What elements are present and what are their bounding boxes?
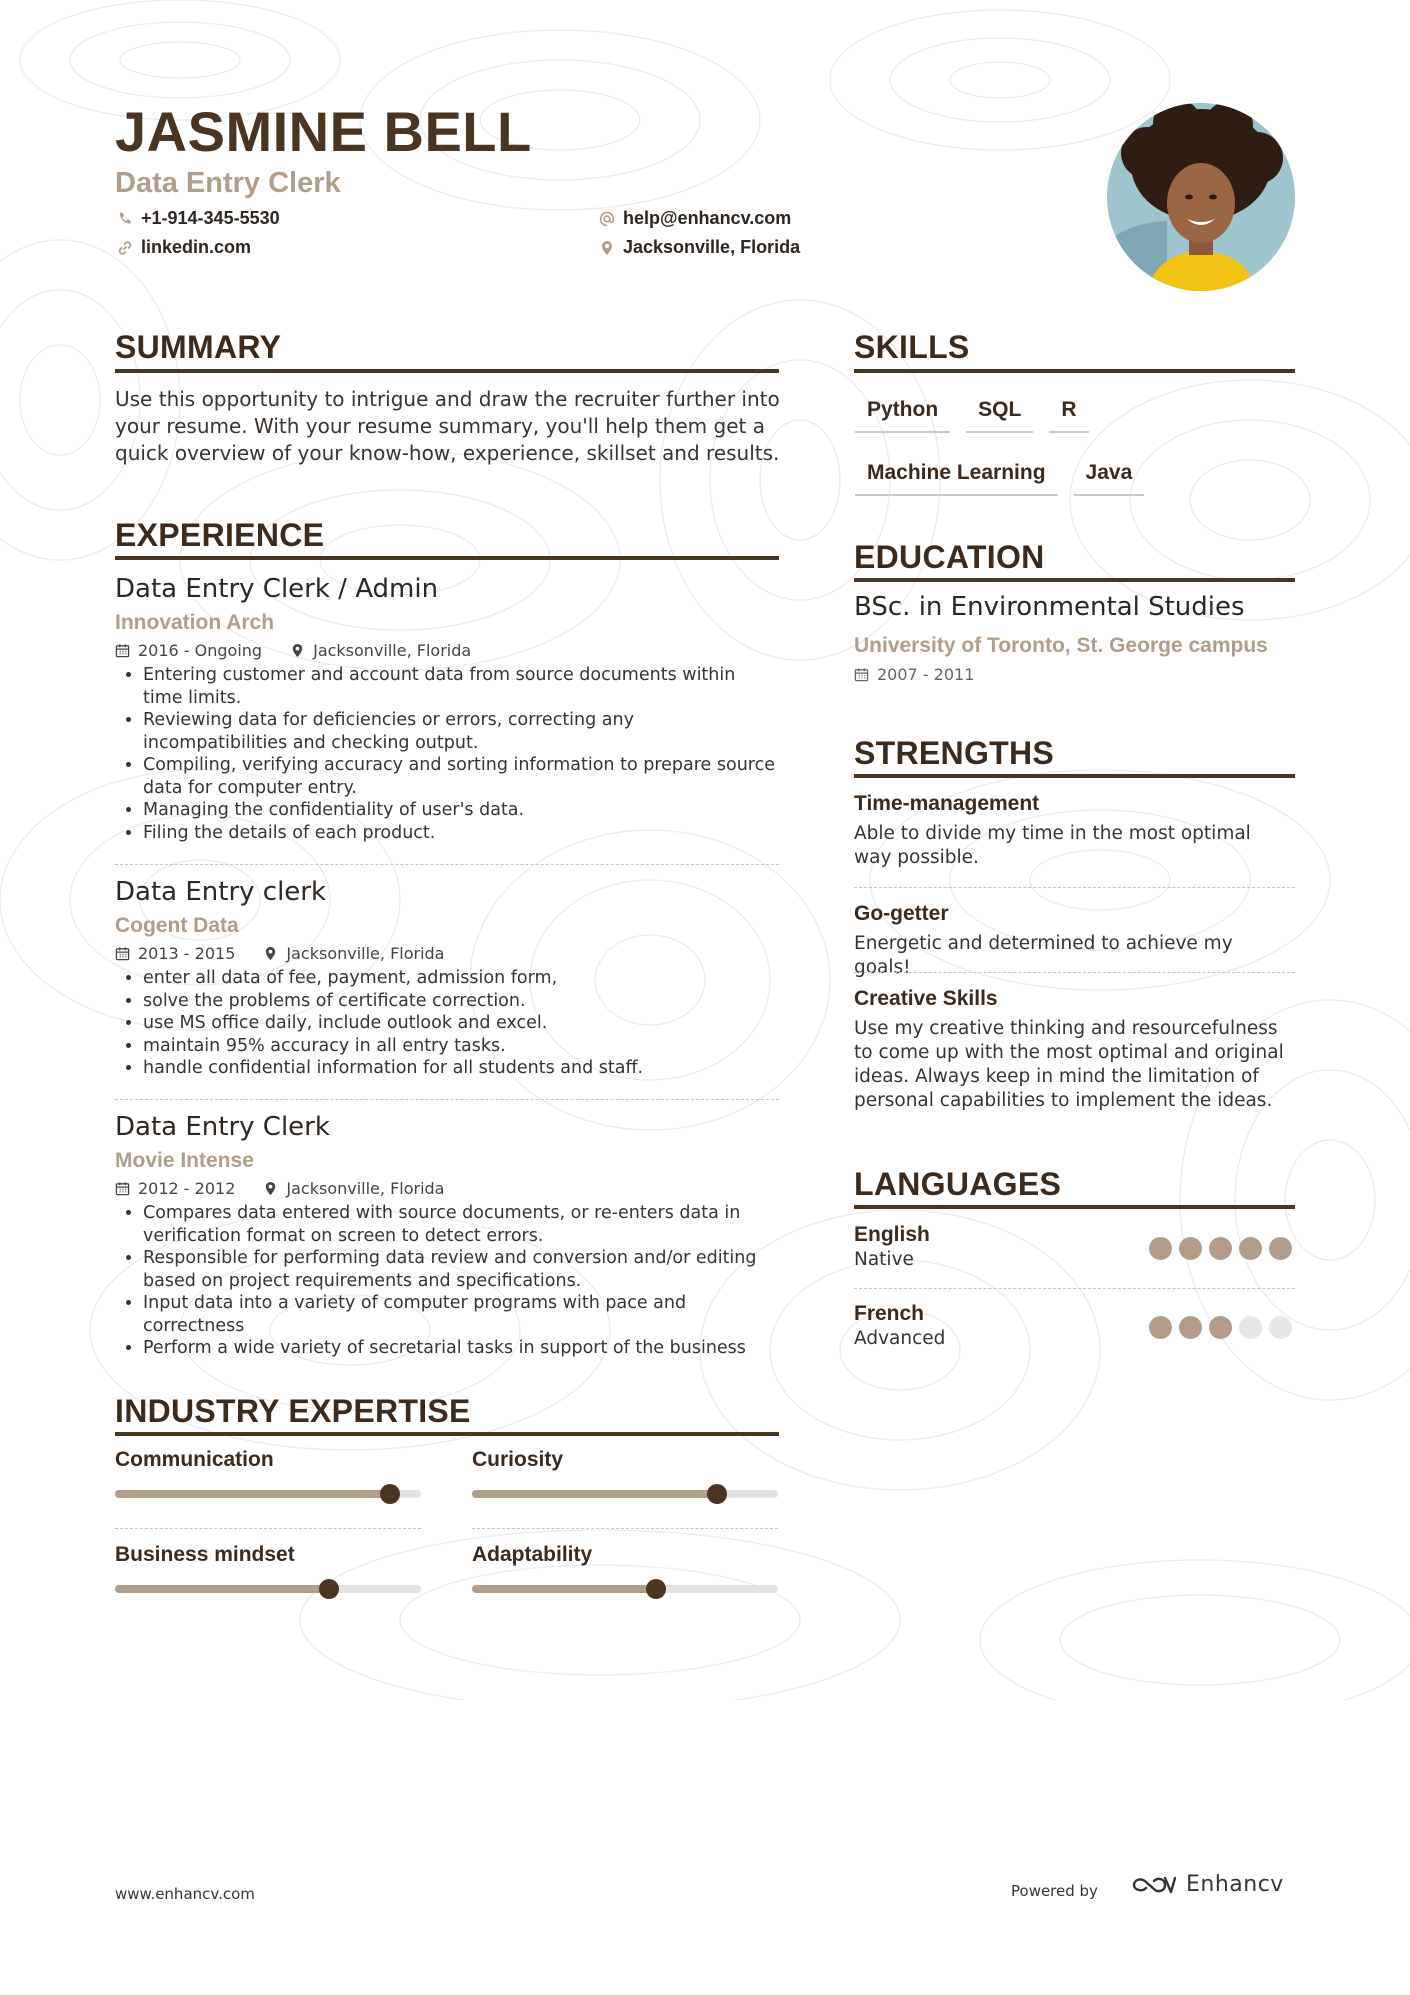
email-text: help@enhancv.com (623, 208, 792, 228)
contact-linkedin[interactable] (117, 237, 251, 258)
footer-url[interactable]: www.enhancv.com (115, 1885, 255, 1903)
job-title: Data Entry Clerk / Admin (115, 574, 439, 604)
job-bullet: • use MS office daily, include outlook and excel. (143, 1012, 779, 1035)
expertise-bar-knob (646, 1579, 666, 1599)
calendar-icon (115, 946, 130, 961)
languages-rule (854, 1205, 1295, 1209)
expertise-item (115, 1543, 421, 1593)
expertise-bar (472, 1490, 778, 1498)
job-bullet: • Filing the details of each product. (143, 822, 779, 845)
language-rating (1149, 1237, 1292, 1260)
rating-dot-filled (1179, 1237, 1202, 1260)
calendar-icon (115, 1181, 130, 1196)
expertise-bar-knob (707, 1484, 727, 1504)
job-company: Movie Intense (115, 1149, 254, 1172)
expertise-label: Business mindset (115, 1543, 295, 1566)
profile-photo (1107, 103, 1295, 291)
job-dates (115, 641, 262, 660)
enhancv-logo-text: Enhancv (1186, 1872, 1284, 1897)
rating-dot-filled (1209, 1316, 1232, 1339)
summary-heading: SUMMARY (115, 329, 282, 365)
education-dates (854, 665, 974, 684)
job-company: Innovation Arch (115, 611, 275, 634)
rating-dot-empty (1269, 1316, 1292, 1339)
expertise-label: Communication (115, 1448, 274, 1471)
location-pin-icon (263, 946, 278, 961)
job-location-text: Jacksonville, Florida (286, 1179, 445, 1198)
education-rule (854, 578, 1295, 582)
job-dates (115, 1179, 235, 1198)
job-title: Data Entry Clerk (115, 1112, 330, 1142)
job-bullets (115, 967, 779, 1080)
industry-expertise-rule (115, 1432, 779, 1436)
job-bullets (115, 664, 779, 844)
expertise-bar-fill (472, 1490, 717, 1498)
industry-expertise-heading: INDUSTRY EXPERTISE (115, 1393, 471, 1429)
education-degree: BSc. in Environmental Studies (854, 592, 1245, 622)
job-location (290, 641, 471, 660)
expertise-bar (472, 1585, 778, 1593)
job-location (263, 944, 444, 963)
calendar-icon (854, 667, 869, 682)
strengths-heading: STRENGTHS (854, 735, 1055, 771)
job-entry (115, 1111, 779, 1360)
skill-tag: Java (1074, 453, 1145, 496)
job-bullet: • Reviewing data for deficiencies or errors, correcting any incompatibilities and checking output. (143, 709, 779, 754)
rating-dot-filled (1179, 1316, 1202, 1339)
strength-text: Able to divide my time in the most optimal way possible. (854, 823, 1251, 868)
summary-rule (115, 369, 779, 373)
location-text: Jacksonville, Florida (623, 237, 801, 257)
skills-rule (854, 369, 1295, 373)
powered-by-label: Powered by (1011, 1882, 1098, 1900)
skills-heading: SKILLS (854, 329, 970, 365)
strength-title: Time-management (854, 792, 1040, 815)
enhancv-logo (1130, 1872, 1284, 1897)
experience-rule (115, 556, 779, 560)
job-bullet: • Entering customer and account data from source documents within time limits. (143, 664, 779, 709)
job-bullet: • handle confidential information for all students and staff. (143, 1057, 779, 1080)
job-dates-text: 2016 - Ongoing (138, 641, 263, 660)
language-name: French (854, 1302, 925, 1325)
language-item (854, 1302, 1294, 1349)
location-pin-icon (599, 240, 615, 256)
expertise-label: Adaptability (472, 1543, 593, 1566)
skill-tag: R (1049, 390, 1088, 433)
job-meta (115, 641, 779, 660)
job-entry (115, 573, 779, 844)
job-bullet: • Compiling, verifying accuracy and sorting information to prepare source data for computer entry. (143, 754, 779, 799)
strengths-rule (854, 774, 1295, 778)
experience-heading: EXPERIENCE (115, 517, 325, 553)
job-location-text: Jacksonville, Florida (313, 641, 472, 660)
expertise-bar-fill (115, 1585, 329, 1593)
job-dates-text: 2012 - 2012 (138, 1179, 236, 1198)
rating-dot-filled (1269, 1237, 1292, 1260)
rating-dot-filled (1209, 1237, 1232, 1260)
job-company: Cogent Data (115, 914, 239, 937)
education-dates-text: 2007 - 2011 (877, 665, 975, 684)
expertise-label: Curiosity (472, 1448, 564, 1471)
skill-tag: SQL (966, 390, 1033, 433)
expertise-item (472, 1543, 778, 1593)
expertise-item (115, 1448, 421, 1498)
candidate-name: JASMINE BELL (115, 100, 532, 163)
language-level: Native (854, 1249, 914, 1270)
language-item (854, 1223, 1294, 1270)
calendar-icon (115, 643, 130, 658)
location-pin-icon (290, 643, 305, 658)
divider (854, 887, 1295, 888)
enhancv-logo-icon (1130, 1873, 1176, 1897)
strength-title: Go-getter (854, 902, 949, 925)
divider (854, 1288, 1295, 1289)
rating-dot-filled (1239, 1237, 1262, 1260)
expertise-bar-fill (115, 1490, 390, 1498)
expertise-bar (115, 1585, 421, 1593)
phone-icon (117, 211, 133, 227)
education-heading: EDUCATION (854, 539, 1045, 575)
strength-item (854, 902, 1294, 980)
strength-item (854, 987, 1294, 1113)
job-bullet: • maintain 95% accuracy in all entry tasks. (143, 1035, 779, 1058)
candidate-title: Data Entry Clerk (115, 167, 341, 199)
rating-dot-filled (1149, 1316, 1172, 1339)
rating-dot-empty (1239, 1316, 1262, 1339)
strength-text: Energetic and determined to achieve my goals! (854, 933, 1233, 978)
language-rating (1149, 1316, 1292, 1339)
job-bullet: • Input data into a variety of computer programs with pace and correctness (143, 1292, 779, 1337)
strength-text: Use my creative thinking and resourcefulness to come up with the most optimal and original ideas. Always keep in mind the limitation of personal capabilities to implement the ideas. (854, 1018, 1284, 1111)
rating-dot-filled (1149, 1237, 1172, 1260)
skill-tag: Machine Learning (855, 453, 1058, 496)
job-bullet: • Managing the confidentiality of user's data. (143, 799, 779, 822)
strength-item (854, 792, 1294, 870)
expertise-bar (115, 1490, 421, 1498)
job-bullet: • Compares data entered with source documents, or re-enters data in verification format on screen to detect errors. (143, 1202, 779, 1247)
strength-title: Creative Skills (854, 987, 998, 1010)
location-pin-icon (263, 1181, 278, 1196)
job-bullets (115, 1202, 779, 1360)
divider (115, 864, 779, 865)
contact-email[interactable] (599, 208, 791, 229)
job-bullet: • Responsible for performing data review and conversion and/or editing based on project requirements and specifications. (143, 1247, 779, 1292)
expertise-bar-knob (380, 1484, 400, 1504)
contact-phone[interactable] (117, 208, 280, 229)
linkedin-text: linkedin.com (141, 237, 252, 257)
at-icon (599, 211, 615, 227)
job-meta (115, 944, 779, 963)
languages-heading: LANGUAGES (854, 1166, 1062, 1202)
divider (472, 1528, 778, 1529)
job-bullet: • Perform a wide variety of secretarial tasks in support of the business (143, 1337, 779, 1360)
education-school: University of Toronto, St. George campus (854, 634, 1268, 657)
skills-list (855, 390, 1295, 516)
job-dates-text: 2013 - 2015 (138, 944, 236, 963)
job-location-text: Jacksonville, Florida (286, 944, 445, 963)
expertise-bar-knob (319, 1579, 339, 1599)
divider (854, 972, 1295, 973)
divider (115, 1099, 779, 1100)
divider (115, 1528, 421, 1529)
job-meta (115, 1179, 779, 1198)
job-bullet: • enter all data of fee, payment, admission form, (143, 967, 779, 990)
job-bullet: • solve the problems of certificate correction. (143, 990, 779, 1013)
expertise-bar-fill (472, 1585, 656, 1593)
link-icon (117, 240, 133, 256)
expertise-item (472, 1448, 778, 1498)
job-dates (115, 944, 235, 963)
job-entry (115, 876, 779, 1080)
language-level: Advanced (854, 1328, 946, 1349)
job-location (263, 1179, 444, 1198)
job-title: Data Entry clerk (115, 877, 327, 907)
language-name: English (854, 1223, 930, 1246)
contact-location (599, 237, 800, 258)
skill-tag: Python (855, 390, 950, 433)
phone-text: +1-914-345-5530 (141, 208, 280, 228)
summary-text: Use this opportunity to intrigue and draw the recruiter further into your resume. With your resume summary, you'll help them get a quick overview of your know-how, experience, skillset and results. (115, 387, 780, 465)
